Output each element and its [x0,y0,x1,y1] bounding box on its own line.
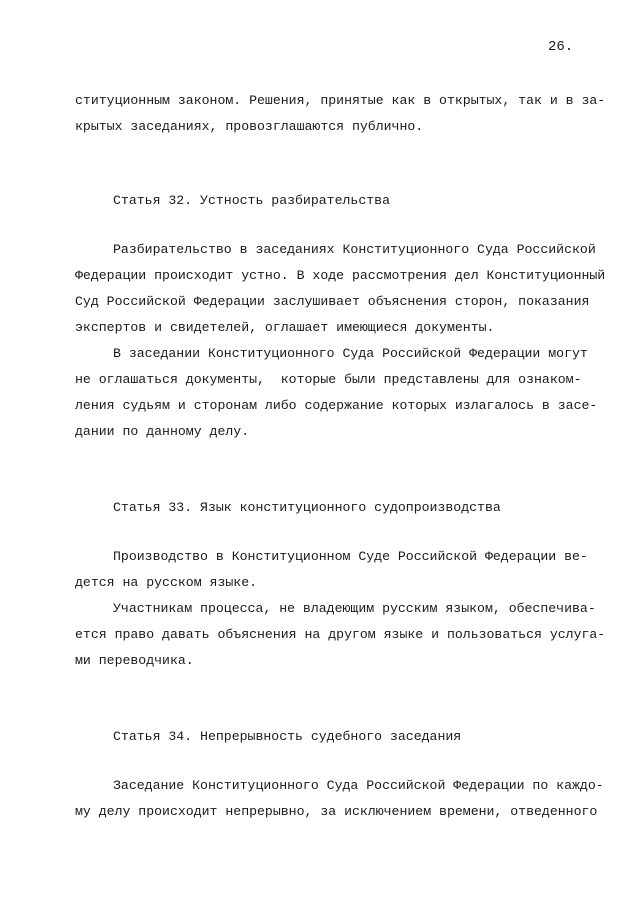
text-line: крытых заседаниях, провозглашаются публично. [75,119,424,134]
article-32-paragraph-1 [75,237,606,341]
article-33-paragraph-1 [75,544,588,596]
text-line: дется на русском языке. [75,575,258,590]
text-line: му делу происходит непрерывно, за исключением времени, отведенного [75,804,598,819]
article-33-paragraph-2 [75,596,606,674]
text-line: дании по данному делу. [75,424,250,439]
text-line: Производство в Конституционном Суде Российской Федерации ве- [113,549,588,564]
text-line: ется право давать объяснения на другом языке и пользоваться услуга- [75,627,606,642]
article-32-paragraph-2 [75,341,598,445]
text-line: ми переводчика. [75,653,194,668]
article-32-heading: Статья 32. Устность разбирательства [113,193,390,208]
intro-paragraph [75,88,606,140]
article-33-heading: Статья 33. Язык конституционного судопроизводства [113,500,501,515]
article-34-heading: Статья 34. Непрерывность судебного заседания [113,729,462,744]
text-line: ституционным законом. Решения, принятые как в открытых, так и в за- [75,93,606,108]
text-line: Участникам процесса, не владеющим русским языком, обеспечива- [113,601,596,616]
text-line: Суд Российской Федерации заслушивает объяснения сторон, показания [75,294,590,309]
text-line: Заседание Конституционного Суда Российской Федерации по каждо- [113,778,604,793]
text-line: Разбирательство в заседаниях Конституционного Суда Российской [113,242,596,257]
article-34-paragraph-1 [75,773,604,825]
text-line: Федерации происходит устно. В ходе рассмотрения дел Конституционный [75,268,606,283]
text-line: экспертов и свидетелей, оглашает имеющиеся документы. [75,320,495,335]
page-number: 26. [548,39,574,55]
text-line: ления судьям и сторонам либо содержание которых излагалось в засе- [75,398,598,413]
text-line: не оглашаться документы, которые были представлены для ознаком- [75,372,582,387]
text-line: В заседании Конституционного Суда Российской Федерации могут [113,346,588,361]
